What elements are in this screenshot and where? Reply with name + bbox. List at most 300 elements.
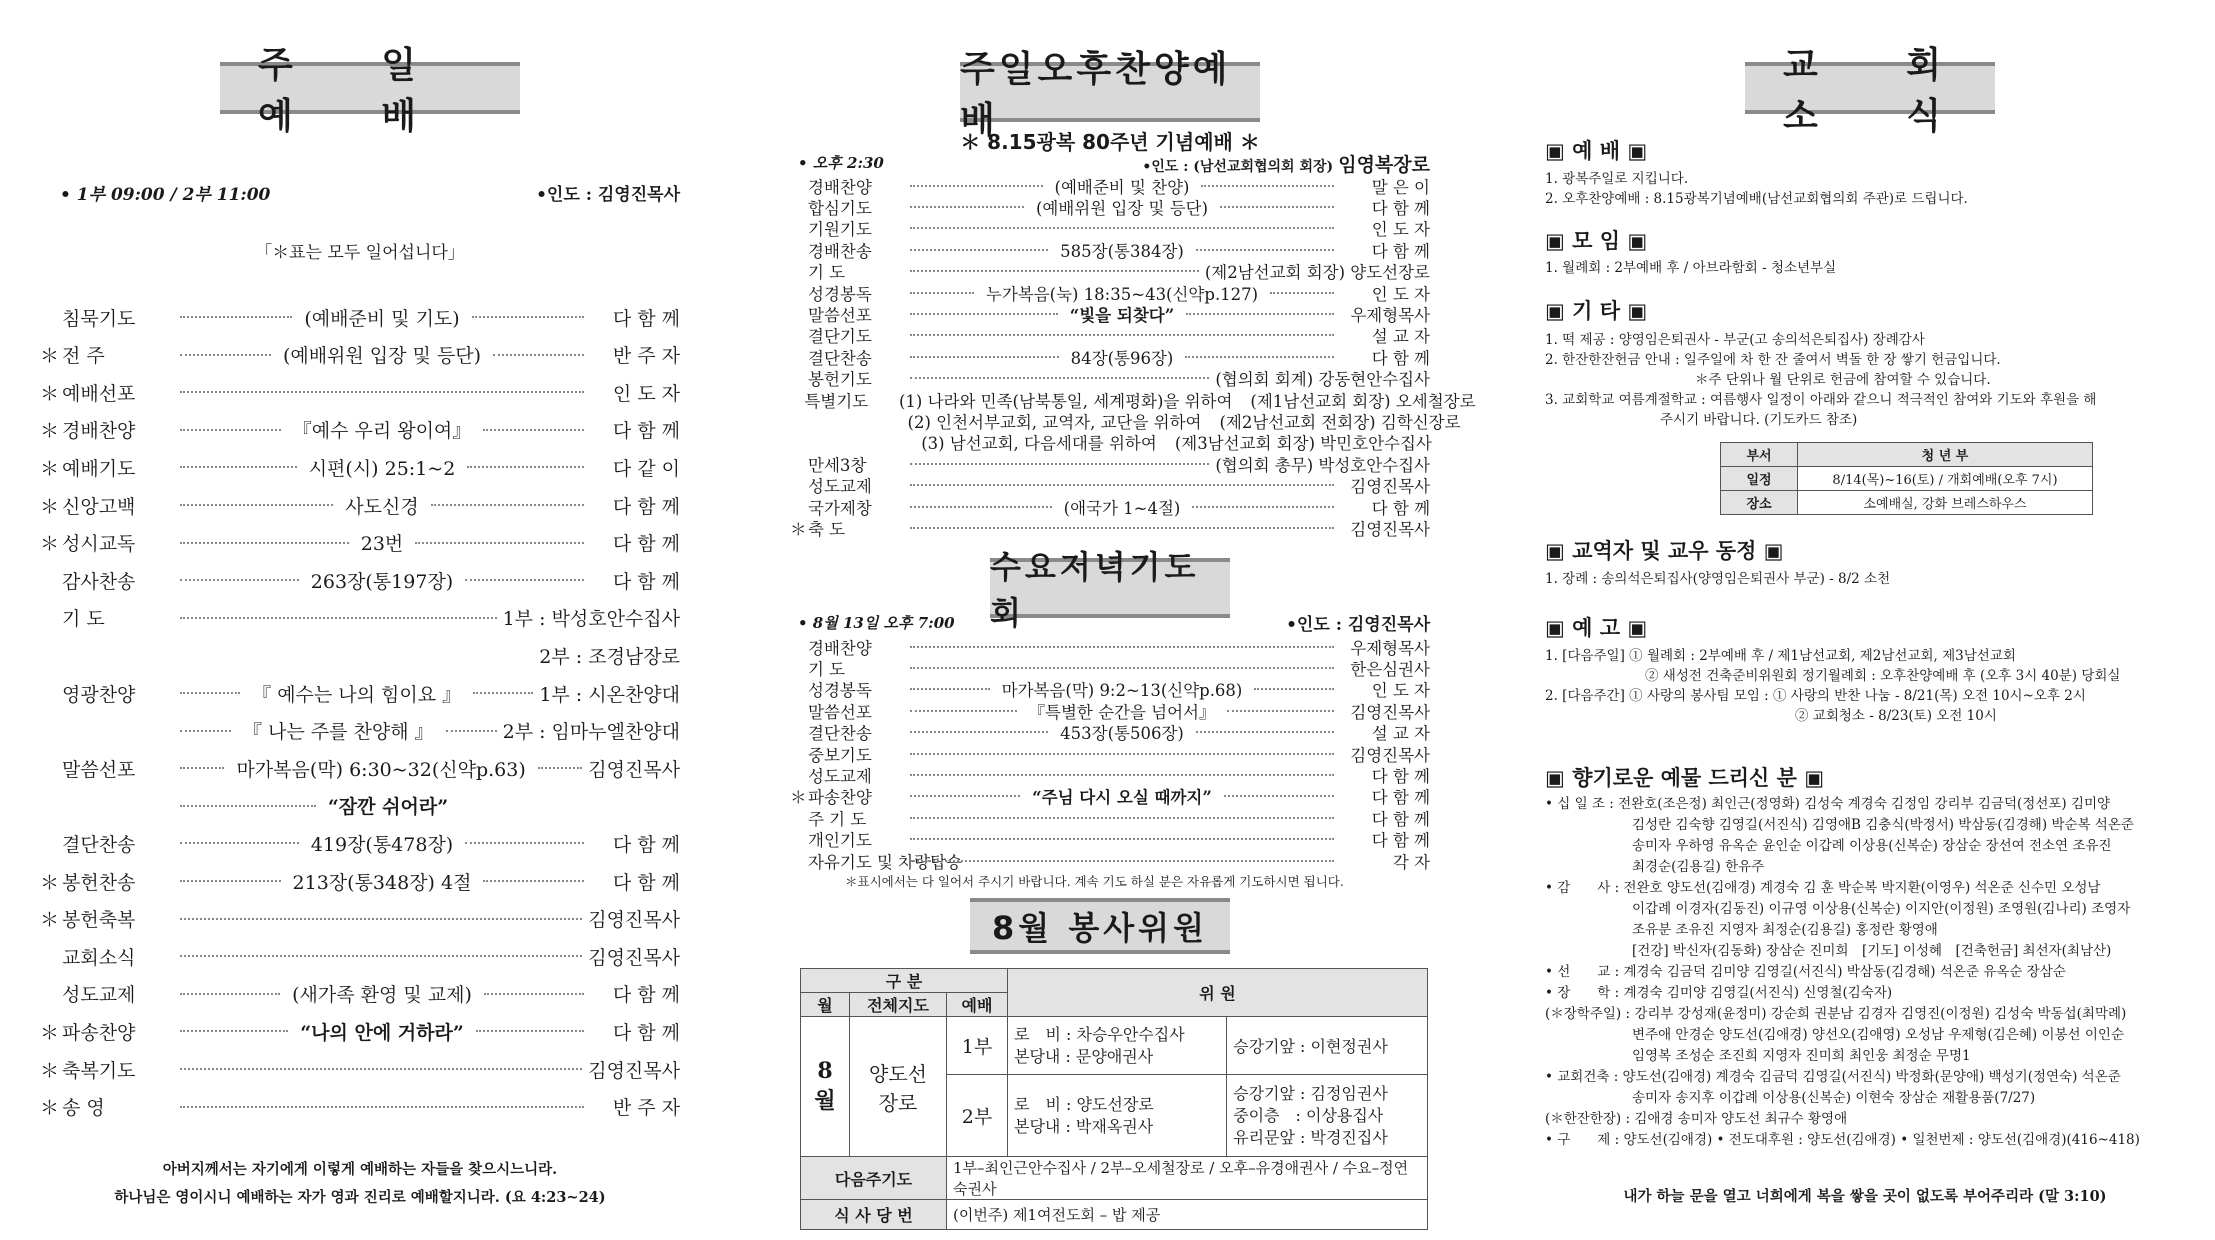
order-label: 예배선포 — [62, 382, 136, 405]
dot-leader — [180, 354, 271, 356]
order-label: 말씀선포 — [808, 702, 872, 722]
august-volunteers-title: 8월 봉사위원 — [970, 898, 1230, 954]
church-news-title: 교 회 소 식 — [1745, 62, 1995, 114]
notice-line: 송미자 송지후 이갑례 이상용(신복순) 이현숙 장삼순 재활용품(7/27) — [1632, 1090, 2036, 1106]
wednesday-prayer-title: 수요저녁기도회 — [990, 558, 1230, 618]
dot-leader — [910, 795, 1020, 797]
order-person: (협의회 회계) 강동현안수집사 — [1215, 370, 1430, 390]
dot-leader — [180, 504, 333, 506]
order-detail: 누가복음(눅) 18:35~43(신약p.127) — [985, 284, 1259, 304]
order-item — [40, 375, 680, 409]
order-item — [40, 413, 680, 447]
sunday-worship-title: 주 일 예 배 — [220, 62, 520, 114]
order-item — [40, 864, 680, 898]
notice-line: (＊한잔한장) : 김애경 송미자 양도선 최규수 황영애 — [1545, 1111, 1848, 1127]
middle-column — [790, 0, 1476, 1240]
dot-leader — [467, 466, 584, 468]
notice-line: 변주애 안경순 양도선(김애경) 양선오(김애영) 오성남 우제형(김은혜) 이봉선 이인순 — [1632, 1027, 2124, 1043]
standing-mark: ＊ — [40, 457, 60, 480]
order-label: 말씀선포 — [62, 758, 136, 781]
notice-line: 송미자 우하영 유옥순 윤인순 이갑례 이상용(신복순) 장삼순 장선여 전소연 조유진 — [1632, 838, 2112, 854]
order-label: 축 도 — [808, 519, 846, 539]
order-label: 신앙고백 — [62, 495, 136, 518]
standing-mark: ＊ — [40, 909, 60, 932]
service-1-lobby-line: 로 비 : 차승우안수집사 — [1014, 1024, 1185, 1044]
dot-leader — [180, 880, 281, 882]
order-item — [790, 850, 1430, 871]
dot-leader — [415, 542, 584, 544]
order-detail: (예배준비 및 찬양) — [1054, 177, 1190, 197]
section-news-title: ▣ 교역자 및 교우 동정 ▣ — [1545, 539, 1784, 563]
dot-leader — [180, 692, 240, 694]
order-item — [790, 657, 1430, 678]
notice-line: • 십 일 조 : 전완호(조은정) 최인근(정영화) 김성숙 계경숙 김정임 강리부 김금덕(정선포) 김미양 — [1545, 796, 2111, 812]
dot-leader — [910, 185, 1043, 187]
order-detail: 213장(통348장) 4절 — [292, 871, 472, 894]
order-detail: 마가복음(막) 9:2~13(신약p.68) — [1001, 681, 1243, 701]
dot-leader — [910, 506, 1052, 508]
order-detail: 시편(시) 25:1~2 — [308, 457, 456, 480]
standing-mark: ＊ — [40, 345, 60, 368]
dot-leader — [180, 1106, 584, 1108]
order-detail: (2) 인천서부교회, 교역자, 교단을 위하여 — [907, 412, 1202, 432]
service-2-sanctuary-line: 본당내 : 박재옥권사 — [1014, 1116, 1154, 1136]
order-person: 다 함 께 — [612, 1021, 681, 1044]
order-person: 설 교 자 — [1371, 724, 1430, 744]
order-person: 우제형목사 — [1350, 638, 1430, 658]
order-label: 교회소식 — [62, 946, 136, 969]
service-2-mezzanine-line: 중이층 : 이상용집사 — [1233, 1105, 1384, 1125]
order-label: 경배찬양 — [808, 177, 872, 197]
notice-line: 2. 오후찬양예배 : 8.15광복기념예배(남선교회협의회 주관)로 드립니다. — [1545, 191, 1968, 207]
order-label: 경배찬양 — [62, 420, 136, 443]
dot-leader — [910, 377, 1209, 379]
order-person: 김영진목사 — [588, 909, 680, 932]
order-label: 파송찬양 — [808, 788, 872, 808]
order-person: 다 함 께 — [612, 570, 681, 593]
order-label: 기 도 — [62, 608, 105, 631]
dot-leader — [910, 753, 1334, 755]
order-detail: 23번 — [360, 533, 404, 556]
dot-leader — [910, 463, 1209, 465]
order-label: 경배찬양 — [808, 638, 872, 658]
dot-leader — [1201, 185, 1334, 187]
order-label: 파송찬양 — [62, 1021, 136, 1044]
order-label: 감사찬송 — [62, 570, 136, 593]
dot-leader — [1227, 710, 1334, 712]
order-item — [40, 676, 680, 710]
order-person: 다 함 께 — [612, 871, 680, 894]
order-label: 봉헌축복 — [62, 909, 136, 932]
order-label: 영광찬양 — [62, 683, 136, 706]
right-closing-verse: 내가 하늘 문을 열고 너희에게 복을 쌓을 곳이 없도록 부어주리라 (말 3:10) — [1623, 1188, 2107, 1205]
order-label: 개인기도 — [808, 831, 872, 851]
afternoon-leader-label: •인도 : (남선교회협의회 회장) — [1142, 159, 1334, 175]
order-person: 다 함 께 — [612, 533, 680, 556]
notice-line: 1. 장례 : 송의석은퇴집사(양영임은퇴권사 부군) - 8/2 소천 — [1545, 571, 1891, 587]
section-meeting-title: ▣ 모 임 ▣ — [1545, 229, 1648, 253]
standing-mark: ＊ — [40, 871, 60, 894]
order-label: 기 도 — [808, 263, 846, 283]
notice-line: • 선 교 : 계경숙 김금덕 김미양 김영길(서진식) 박삼동(김경해) 석온준 유옥순 장삼순 — [1545, 964, 2066, 980]
order-item — [790, 764, 1430, 785]
order-detail: 『예수 우리 왕이여』 — [292, 420, 472, 443]
order-label: 예배기도 — [62, 457, 136, 480]
order-item — [790, 196, 1430, 217]
dot-leader — [180, 429, 281, 431]
standing-mark: ＊ — [40, 533, 60, 556]
order-label: 결단찬송 — [808, 348, 872, 368]
order-item — [790, 175, 1430, 196]
order-item — [40, 1090, 680, 1124]
dot-leader — [472, 316, 584, 318]
service-1-sanctuary-line: 본당내 : 문양애권사 — [1014, 1046, 1154, 1066]
section-worship-title: ▣ 예 배 ▣ — [1545, 139, 1648, 163]
order-item — [790, 453, 1430, 474]
yt-r2b: 소예배실, 강화 브레스하우스 — [1798, 491, 2093, 515]
notice-line: 김성란 김숙향 김영길(서진식) 김영애B 김충식(박정서) 박삼동(김경해) 박순복 석온준 — [1632, 817, 2134, 833]
order-label: 국가제창 — [808, 498, 872, 518]
standing-mark: ＊ — [790, 519, 807, 539]
youth-schedule-table — [1720, 442, 2093, 515]
th-month: 월 — [801, 993, 850, 1017]
order-person: 다 같 이 — [612, 457, 681, 480]
order-item — [40, 789, 680, 823]
order-label: 침묵기도 — [62, 307, 136, 330]
th-wiwon: 위 원 — [1008, 969, 1428, 1017]
order-item — [40, 526, 680, 560]
notice-line: ＊주 단위나 월 단위로 헌금에 참여할 수 있습니다. — [1695, 372, 1991, 388]
order-item — [790, 743, 1430, 764]
order-detail: “나의 안에 거하라” — [300, 1021, 464, 1044]
dot-leader — [910, 688, 990, 690]
service-2-other — [1227, 1075, 1428, 1157]
order-item — [790, 496, 1430, 517]
order-label: 경배찬송 — [808, 241, 872, 261]
notice-line: ② 새성전 건축준비위원회 정기월례회 : 오후찬양예배 후 (오후 3시 40분) 당회실 — [1645, 668, 2121, 684]
dot-leader — [910, 646, 1334, 648]
dot-leader — [910, 731, 1048, 733]
order-person: 다 함 께 — [1371, 831, 1430, 851]
order-person: (협의회 총무) 박성호안수집사 — [1215, 455, 1430, 475]
notice-line: 이갑례 이경자(김동진) 이규영 이상용(신복순) 이지안(이정원) 조영원(김나리) 조영자 — [1632, 901, 2131, 917]
volunteers-table — [800, 968, 1428, 1230]
dot-leader — [910, 334, 1334, 336]
order-detail: (예배준비 및 기도) — [304, 307, 460, 330]
yt-r1b: 8/14(목)~16(토) / 개회예배(오후 7시) — [1798, 467, 2093, 491]
wednesday-note: ＊표시에서는 다 일어서 주시기 바랍니다. 계속 기도 하실 분은 자유롭게 기도하시면 됩니다. — [845, 874, 1344, 889]
dot-leader — [1224, 795, 1334, 797]
order-person: 설 교 자 — [1371, 327, 1430, 347]
order-detail: (3) 남선교회, 다음세대를 위하여 — [921, 434, 1157, 454]
order-detail: 『특별한 순간을 넘어서』 — [1028, 702, 1216, 722]
order-label: 만세3창 — [808, 455, 867, 475]
order-person: 2부 : 임마누엘찬양대 — [502, 721, 681, 744]
order-label: 송 영 — [62, 1097, 105, 1120]
order-label: 결단찬송 — [62, 833, 136, 856]
order-detail: 사도신경 — [345, 495, 419, 518]
liberation-subtitle: ＊ 8.15광복 80주년 기념예배 ＊ — [960, 130, 1260, 154]
dot-leader — [910, 667, 1334, 669]
order-person: 인 도 자 — [1371, 681, 1430, 701]
order-item — [790, 389, 1476, 411]
order-label: 주 기 도 — [808, 809, 867, 829]
order-person: 다 함 께 — [612, 420, 680, 443]
standing-mark: ＊ — [40, 1021, 60, 1044]
order-person: 다 함 께 — [1371, 498, 1431, 518]
order-person: 다 함 께 — [612, 307, 681, 330]
order-item — [790, 432, 1430, 453]
order-item — [40, 1052, 680, 1086]
afternoon-leader-name: 임영복장로 — [1338, 154, 1430, 176]
afternoon-time: • 오후 2:30 — [798, 154, 884, 172]
notice-line: 주시기 바랍니다. (기도카드 참조) — [1660, 412, 1858, 428]
next-prayer-label: 다음주기도 — [801, 1157, 947, 1200]
order-item — [40, 1014, 680, 1048]
order-person: 반 주 자 — [612, 1097, 680, 1120]
dot-leader — [910, 710, 1017, 712]
standing-mark: ＊ — [40, 382, 60, 405]
meal-duty-value: (이번주) 제1여전도회 – 밥 제공 — [947, 1200, 1428, 1230]
dot-leader — [910, 313, 1058, 315]
dot-leader — [1185, 356, 1334, 358]
order-label: 기원기도 — [808, 220, 872, 240]
order-label: 합심기도 — [808, 198, 872, 218]
order-detail: (예배위원 입장 및 등단) — [282, 345, 482, 368]
dot-leader — [910, 838, 1334, 840]
dot-leader — [180, 1068, 582, 1070]
dot-leader — [465, 579, 584, 581]
dot-leader — [180, 805, 316, 807]
order-item — [790, 679, 1430, 700]
yt-h1: 부서 — [1721, 443, 1798, 467]
service-2-glassdoor-line: 유리문앞 : 박경진집사 — [1233, 1127, 1388, 1147]
order-person: 우제형목사 — [1350, 305, 1431, 325]
order-item — [790, 368, 1430, 389]
order-item — [40, 638, 680, 672]
order-detail: 『 예수는 나의 힘이요 』 — [252, 683, 462, 706]
dot-leader — [180, 617, 497, 619]
dot-leader — [483, 429, 584, 431]
dot-leader — [484, 993, 584, 995]
order-person: 인 도 자 — [1371, 284, 1430, 304]
order-item — [790, 722, 1430, 743]
dot-leader — [910, 817, 1334, 819]
month-cell: 8월 — [801, 1017, 850, 1157]
service-2-lobby-line: 로 비 : 양도선장로 — [1014, 1094, 1154, 1114]
order-detail: “잠깐 쉬어라” — [327, 796, 449, 819]
service-1-cell: 1부 — [947, 1017, 1008, 1075]
notice-line: (＊장학주일) : 강리부 강성재(윤정미) 강순희 권분남 김경자 김영진(이정원) 김성숙 박동섭(최막례) — [1545, 1006, 2127, 1022]
order-item — [40, 826, 680, 860]
order-label: 자유기도 및 차량탑승 — [808, 852, 962, 872]
order-item — [40, 338, 680, 372]
order-detail: “빛을 되찾다” — [1069, 305, 1175, 325]
standing-mark: ＊ — [40, 420, 60, 443]
dot-leader — [910, 249, 1048, 251]
dot-leader — [1220, 206, 1334, 208]
order-item — [790, 636, 1430, 657]
dot-leader — [180, 767, 224, 769]
order-label: 성경봉독 — [808, 284, 872, 304]
order-person: 한은심권사 — [1350, 659, 1430, 679]
order-item — [790, 517, 1430, 538]
dot-leader — [493, 354, 584, 356]
service-2-cell: 2부 — [947, 1075, 1008, 1157]
order-detail: 84장(통96장) — [1070, 348, 1174, 368]
dot-leader — [1254, 688, 1334, 690]
dot-leader — [180, 579, 299, 581]
order-person: 다 함 께 — [1371, 348, 1430, 368]
order-item — [790, 410, 1461, 432]
order-label: 중보기도 — [808, 745, 872, 765]
dot-leader — [431, 504, 584, 506]
dot-leader — [910, 484, 1334, 486]
order-item — [790, 239, 1430, 260]
standing-note: 「＊표는 모두 일어섭니다」 — [255, 243, 465, 263]
dot-leader — [1192, 506, 1334, 508]
order-person: 각 자 — [1392, 852, 1430, 872]
notice-line: 1. 떡 제공 : 양영임은퇴권사 - 부군(고 송의석은퇴집사) 장례감사 — [1545, 332, 1925, 348]
closing-verse-1: 아버지께서는 자기에게 이렇게 예배하는 자들을 찾으시느니라. — [162, 1161, 558, 1178]
order-item — [790, 807, 1430, 828]
standing-mark: ＊ — [40, 1097, 60, 1120]
order-item — [790, 218, 1430, 239]
overall-leader-cell: 양도선 장로 — [850, 1017, 947, 1157]
order-person: 다 함 께 — [1371, 766, 1430, 786]
meal-duty-label: 식 사 당 번 — [801, 1200, 947, 1230]
order-item — [790, 325, 1430, 346]
right-column — [1545, 0, 2185, 1240]
service-1-lobby — [1008, 1017, 1227, 1075]
order-item — [790, 282, 1430, 303]
standing-mark: ＊ — [40, 1059, 60, 1082]
order-person: 1부 : 시온찬양대 — [539, 683, 681, 706]
order-person: 1부 : 박성호안수집사 — [502, 608, 680, 631]
order-item — [40, 977, 680, 1011]
order-person: 다 함 께 — [1371, 241, 1430, 261]
notice-line: • 장 학 : 계경숙 김미양 김영길(서진식) 신영철(김숙자) — [1545, 985, 1893, 1001]
order-item — [790, 786, 1430, 807]
order-person: 인 도 자 — [1371, 220, 1430, 240]
dot-leader — [180, 466, 297, 468]
order-label: 결단기도 — [808, 327, 872, 347]
order-person: 2부 : 조경남장로 — [539, 645, 680, 668]
order-person: 김영진목사 — [1350, 702, 1431, 722]
dot-leader — [180, 918, 582, 920]
order-detail: 263장(통197장) — [310, 570, 454, 593]
order-item — [790, 303, 1430, 324]
order-person: 다 함 께 — [1371, 809, 1430, 829]
dot-leader — [910, 774, 1334, 776]
next-prayer-value: 1부–최인근안수집사 / 2부–오세철장로 / 오후–유경애권사 / 수요–정연숙권사 — [947, 1157, 1428, 1200]
order-label: 봉헌기도 — [808, 370, 872, 390]
order-item — [790, 700, 1430, 721]
order-person: 김영진목사 — [588, 946, 680, 969]
order-item — [40, 751, 680, 785]
order-item — [40, 300, 680, 334]
closing-verse-2: 하나님은 영이시니 예배하는 자가 영과 진리로 예배할지니라. (요 4:23~24) — [114, 1189, 606, 1206]
notice-line: 임영복 조성순 조진희 지영자 진미희 최인웅 최정순 무명1 — [1632, 1048, 1971, 1064]
notice-line: • 구 제 : 양도선(김애경) • 전도대후원 : 양도선(김애경) • 일천번제 : 양도선(김애경)(416~418) — [1545, 1132, 2140, 1148]
left-column — [40, 0, 680, 1240]
dot-leader — [180, 842, 299, 844]
order-label: 성시교독 — [62, 533, 136, 556]
order-person: (제3남선교회 회장) 박민호안수집사 — [1174, 434, 1432, 454]
order-label: 결단찬송 — [808, 724, 872, 744]
dot-leader — [180, 955, 582, 957]
order-detail: (예배위원 입장 및 등단) — [1035, 198, 1209, 218]
order-item — [40, 939, 680, 973]
order-person: 다 함 께 — [1371, 788, 1431, 808]
order-person: 김영진목사 — [1350, 519, 1430, 539]
order-item — [40, 714, 680, 748]
dot-leader — [465, 842, 584, 844]
order-person: 다 함 께 — [1371, 198, 1430, 218]
dot-leader — [473, 692, 533, 694]
dot-leader — [910, 527, 1334, 529]
notice-line: 3. 교회학교 여름계절학교 : 여름행사 일정이 아래와 같으니 적극적인 참여와 기도와 후원을 해 — [1545, 392, 2097, 408]
order-label: 축복기도 — [62, 1059, 136, 1082]
order-detail: 453장(통506장) — [1060, 724, 1184, 744]
dot-leader — [180, 730, 231, 732]
order-detail: 585장(통384장) — [1060, 241, 1184, 261]
order-person: 인 도 자 — [612, 382, 680, 405]
order-detail: 『 나는 주를 찬양해 』 — [242, 721, 434, 744]
dot-leader — [180, 542, 349, 544]
order-person: 다 함 께 — [612, 833, 681, 856]
yt-r2a: 장소 — [1721, 491, 1798, 515]
wednesday-time: • 8월 13일 오후 7:00 — [798, 614, 955, 632]
dot-leader — [476, 1030, 584, 1032]
notice-line: 조유분 조유진 지영자 최정순(김용길) 홍정란 황영애 — [1632, 922, 1938, 938]
order-person: 김영진목사 — [1350, 477, 1430, 497]
dot-leader — [538, 767, 582, 769]
dot-leader — [180, 1030, 288, 1032]
order-label: 말씀선포 — [808, 305, 872, 325]
standing-mark: ＊ — [790, 788, 807, 808]
worship-times: • 1부 09:00 / 2부 11:00 — [60, 185, 271, 205]
order-detail: 419장(통478장) — [310, 833, 454, 856]
dot-leader — [483, 880, 584, 882]
section-etc-title: ▣ 기 타 ▣ — [1545, 299, 1648, 323]
order-label: 성도교제 — [808, 477, 872, 497]
service-1-elevator: 승강기앞 : 이현정권사 — [1227, 1017, 1428, 1075]
th-service: 예배 — [947, 993, 1008, 1017]
order-detail: (애국가 1~4절) — [1063, 498, 1181, 518]
order-person: 다 함 께 — [612, 495, 681, 518]
afternoon-worship-title: 주일오후찬양예배 — [960, 62, 1260, 122]
order-label: 성도교제 — [808, 766, 872, 786]
order-item — [790, 346, 1430, 367]
order-item — [790, 829, 1430, 850]
service-2-elevator-line: 승강기앞 : 김정임권사 — [1233, 1083, 1388, 1103]
section-offering-title: ▣ 향기로운 예물 드리신 분 ▣ — [1545, 766, 1825, 790]
dot-leader — [1196, 249, 1334, 251]
order-label: 성경봉독 — [808, 681, 872, 701]
dot-leader — [910, 270, 1199, 272]
order-detail: (1) 나라와 민족(남북통일, 세계평화)을 위하여 — [898, 391, 1233, 411]
order-item — [40, 601, 680, 635]
order-label: 봉헌찬송 — [62, 871, 136, 894]
order-label: 기 도 — [808, 659, 846, 679]
order-person: 다 함 께 — [612, 984, 680, 1007]
dot-leader — [1270, 292, 1334, 294]
order-person: 김영진목사 — [1350, 745, 1430, 765]
dot-leader — [910, 356, 1059, 358]
service-2-lobby — [1008, 1075, 1227, 1157]
notice-line: 2. 한잔한잔헌금 안내 : 일주일에 차 한 잔 줄여서 벽돌 한 장 쌓기 헌금입니다. — [1545, 352, 2001, 368]
